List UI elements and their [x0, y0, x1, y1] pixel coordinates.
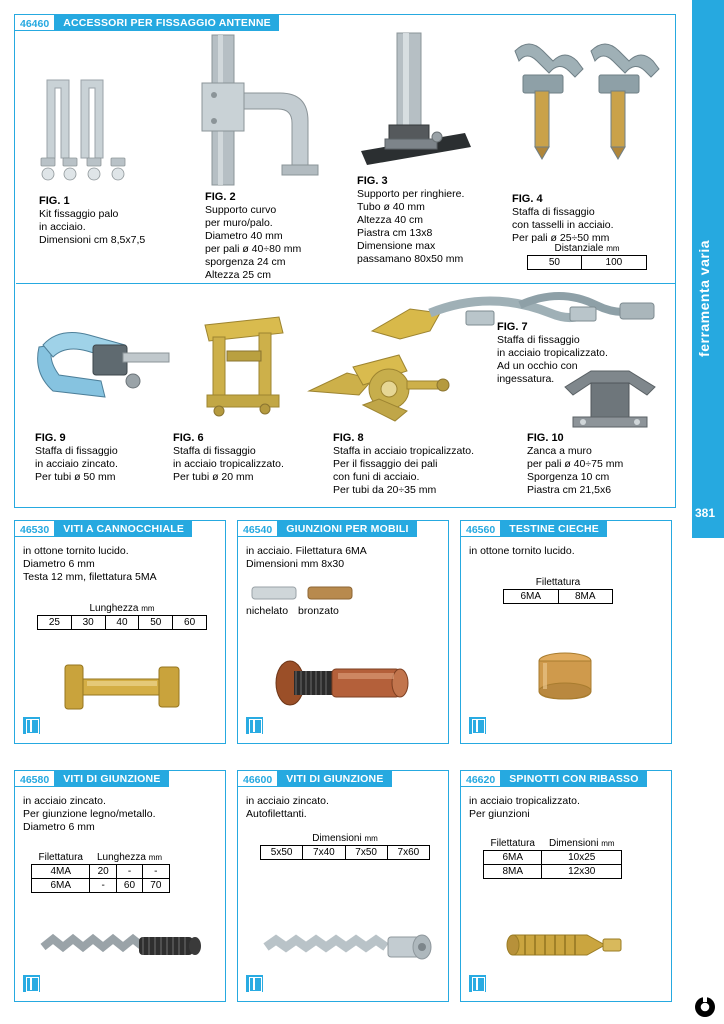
- fig8-image: [303, 345, 463, 435]
- fig2-label: FIG. 2: [205, 191, 236, 203]
- cell-1: 30: [71, 616, 105, 630]
- fig7-line-0: Staffa di fissaggio: [497, 334, 580, 346]
- product-image-46600: [262, 919, 442, 975]
- table-caption-text: Dimensioni: [312, 833, 362, 844]
- fig2-line-0: Supporto curvo: [205, 204, 277, 216]
- desc-line-0: in ottone tornito lucido.: [469, 545, 575, 557]
- blue-chip-46620: [469, 975, 486, 997]
- finish-label-1: bronzato: [298, 605, 339, 617]
- section-46560-code: 46560: [460, 520, 501, 537]
- table-grid: [260, 846, 430, 860]
- desc-line-0: in acciaio tropicalizzato.: [469, 795, 580, 807]
- package-icon: [246, 717, 263, 734]
- r0c0: 6MA: [484, 851, 542, 865]
- fig9-line-2: Per tubi ø 50 mm: [35, 471, 116, 483]
- section-46560-table: [503, 577, 613, 604]
- table-header-row: [32, 851, 170, 865]
- head-0: Filettatura: [484, 837, 542, 851]
- fig6-line-0: Staffa di fissaggio: [173, 445, 256, 457]
- r1c2: 60: [116, 879, 142, 893]
- desc-line-0: in ottone tornito lucido.: [23, 545, 129, 557]
- section-46580: [14, 770, 226, 1002]
- head-1-unit: mm: [601, 839, 615, 848]
- fig4-table: [527, 243, 647, 270]
- fig10-image: [555, 365, 665, 440]
- fig2-line-3: per pali ø 40÷80 mm: [205, 243, 302, 255]
- fig4-table-caption: [527, 243, 647, 256]
- table-row: [261, 846, 430, 860]
- cell-0: 5x50: [261, 846, 303, 860]
- fig4-line-1: con tasselli in acciaio.: [512, 219, 614, 231]
- fig1-line-0: Kit fissaggio palo: [39, 208, 119, 220]
- product-image-46560: [529, 647, 619, 713]
- fig8-line-3: Per tubi da 20÷35 mm: [333, 484, 437, 496]
- section-46620-table: [483, 837, 622, 879]
- fig3-line-1: Tubo ø 40 mm: [357, 201, 425, 213]
- section-46530-code: 46530: [14, 520, 55, 537]
- section-divider: [16, 283, 676, 284]
- section-46580-header: [14, 770, 169, 787]
- section-46530-table: [37, 603, 207, 630]
- r0c3: -: [143, 865, 169, 879]
- fig7-line-3: ingessatura.: [497, 373, 555, 385]
- fig3-image: [345, 33, 485, 173]
- table-row: [32, 865, 170, 879]
- package-icon: [23, 717, 40, 734]
- fig6-image: [187, 307, 297, 422]
- product-image-46530: [55, 657, 195, 717]
- section-46460-title: ACCESSORI PER FISSAGGIO ANTENNE: [55, 14, 279, 31]
- table-row: [484, 851, 622, 865]
- section-46540-desc: [246, 545, 446, 571]
- section-46460-header: [14, 14, 279, 31]
- product-image-46620: [507, 921, 637, 973]
- desc-line-1: Dimensioni mm 8x30: [246, 558, 345, 570]
- fig10-line-0: Zanca a muro: [527, 445, 592, 457]
- fig4-line-0: Staffa di fissaggio: [512, 206, 595, 218]
- cell-1: 8MA: [558, 590, 613, 604]
- head-1-text: Lunghezza: [96, 852, 146, 863]
- section-46460: [14, 14, 676, 508]
- r1c0: 6MA: [32, 879, 90, 893]
- section-46620-title: SPINOTTI CON RIBASSO: [501, 770, 646, 787]
- fig1-line-1: in acciaio.: [39, 221, 86, 233]
- fig8-label: FIG. 8: [333, 432, 364, 444]
- cell-3: 7x60: [387, 846, 429, 860]
- table-caption-text: Filettatura: [535, 577, 581, 588]
- head-1: [90, 851, 169, 865]
- section-46560: [460, 520, 672, 744]
- fig10-text: [527, 432, 687, 497]
- finish-label-0: nichelato: [246, 605, 289, 617]
- section-46580-desc: [23, 795, 223, 834]
- table-grid: [37, 616, 207, 630]
- fig6-text: [173, 432, 328, 484]
- table-caption: [37, 603, 207, 616]
- section-46560-desc: [469, 545, 669, 558]
- head-0: Filettatura: [32, 851, 90, 865]
- fig8-line-2: con funi di acciaio.: [333, 471, 420, 483]
- blue-chip-46600: [246, 975, 263, 997]
- section-46530: [14, 520, 226, 744]
- head-1-text: Dimensioni: [548, 838, 599, 849]
- section-46580-table: [31, 851, 170, 893]
- section-46620-header: [460, 770, 647, 787]
- fig1-text: [39, 195, 199, 247]
- desc-line-0: in acciaio zincato.: [246, 795, 329, 807]
- fig9-line-1: in acciaio zincato.: [35, 458, 118, 470]
- desc-line-2: Diametro 6 mm: [23, 821, 95, 833]
- table-row: [528, 256, 647, 270]
- r1c3: 70: [143, 879, 169, 893]
- head-1-unit: mm: [148, 853, 163, 862]
- cell-0: 6MA: [504, 590, 559, 604]
- r1c1: -: [90, 879, 116, 893]
- r1c0: 8MA: [484, 865, 542, 879]
- section-46540-code: 46540: [237, 520, 278, 537]
- cell-2: 7x50: [345, 846, 387, 860]
- package-icon: [469, 717, 486, 734]
- cell-0: 25: [38, 616, 72, 630]
- desc-line-0: in acciaio zincato.: [23, 795, 106, 807]
- r0c2: -: [116, 865, 142, 879]
- fig9-line-0: Staffa di fissaggio: [35, 445, 118, 457]
- section-46600-table: [260, 833, 430, 860]
- fig1-line-2: Dimensioni cm 8,5x7,5: [39, 234, 146, 246]
- product-image-46580: [39, 919, 209, 975]
- finish-swatches-46540: [252, 583, 372, 603]
- cell-3: 50: [139, 616, 173, 630]
- fig7-label: FIG. 7: [497, 321, 528, 333]
- section-46530-desc: [23, 545, 223, 584]
- fig2-text: [205, 191, 365, 282]
- table-row: [38, 616, 207, 630]
- product-image-46540: [268, 649, 428, 717]
- section-46530-header: [14, 520, 192, 537]
- fig4-table-caption-unit: mm: [606, 244, 620, 253]
- section-46580-title: VITI DI GIUNZIONE: [55, 770, 168, 787]
- table-row: [484, 865, 622, 879]
- fig2-line-5: Altezza 25 cm: [205, 269, 271, 281]
- r1c1: 12x30: [542, 865, 622, 879]
- cell-2: 40: [105, 616, 139, 630]
- r0c1: 10x25: [542, 851, 622, 865]
- fig8-text: [333, 432, 523, 497]
- section-46620-desc: [469, 795, 669, 821]
- section-46620: [460, 770, 672, 1002]
- section-46560-header: [460, 520, 607, 537]
- fig4-image: [503, 33, 668, 178]
- fig4-val-1: 100: [581, 256, 646, 270]
- fig3-line-0: Supporto per ringhiere.: [357, 188, 465, 200]
- table-header-row: [484, 837, 622, 851]
- section-46540-header: [237, 520, 417, 537]
- fig9-image: [29, 311, 174, 421]
- side-tab-label: ferramenta varia: [696, 240, 712, 357]
- blue-chip-46540: [246, 717, 263, 739]
- section-46530-title: VITI A CANNOCCHIALE: [55, 520, 192, 537]
- fig3-line-2: Altezza 40 cm: [357, 214, 423, 226]
- fig9-text: [35, 432, 185, 484]
- fig3-label: FIG. 3: [357, 175, 388, 187]
- fig2-line-4: sporgenza 24 cm: [205, 256, 286, 268]
- section-46560-title: TESTINE CIECHE: [501, 520, 607, 537]
- table-caption: [503, 577, 613, 590]
- fig8-line-0: Staffa in acciaio tropicalizzato.: [333, 445, 475, 457]
- desc-line-1: Per giunzioni: [469, 808, 530, 820]
- desc-line-1: Autofilettanti.: [246, 808, 307, 820]
- section-46540: [237, 520, 449, 744]
- blue-chip-46560: [469, 717, 486, 739]
- section-46600-code: 46600: [237, 770, 278, 787]
- section-46600-title: VITI DI GIUNZIONE: [278, 770, 391, 787]
- table-grid: [503, 590, 613, 604]
- table-row: [504, 590, 613, 604]
- fig10-line-3: Piastra cm 21,5x6: [527, 484, 612, 496]
- table-caption-text: Lunghezza: [89, 603, 139, 614]
- fig3-line-3: Piastra cm 13x8: [357, 227, 433, 239]
- desc-line-1: Per giunzione legno/metallo.: [23, 808, 156, 820]
- fig7-line-2: Ad un occhio con: [497, 360, 578, 372]
- fig7-line-1: in acciaio tropicalizzato.: [497, 347, 608, 359]
- section-46600-header: [237, 770, 392, 787]
- section-46620-code: 46620: [460, 770, 501, 787]
- blue-chip-46530: [23, 717, 40, 739]
- cell-1: 7x40: [303, 846, 345, 860]
- fig1-label: FIG. 1: [39, 195, 70, 207]
- publisher-logo-icon: [694, 996, 716, 1018]
- package-icon: [469, 975, 486, 992]
- package-icon: [23, 975, 40, 992]
- head-1: [542, 837, 622, 851]
- section-46460-code: 46460: [14, 14, 55, 31]
- fig3-line-4: Dimensione max: [357, 240, 436, 252]
- fig1-image: [25, 70, 185, 185]
- fig2-image: [190, 35, 340, 185]
- desc-line-2: Testa 12 mm, filettatura 5MA: [23, 571, 157, 583]
- cell-4: 60: [173, 616, 207, 630]
- fig6-line-2: Per tubi ø 20 mm: [173, 471, 254, 483]
- fig10-label: FIG. 10: [527, 432, 564, 444]
- fig2-line-1: per muro/palo.: [205, 217, 273, 229]
- table-caption-unit: mm: [364, 834, 378, 843]
- fig6-line-1: in acciaio tropicalizzato.: [173, 458, 284, 470]
- fig3-line-5: passamano 80x50 mm: [357, 253, 464, 265]
- package-icon: [246, 975, 263, 992]
- blue-chip-46580: [23, 975, 40, 997]
- fig6-label: FIG. 6: [173, 432, 204, 444]
- desc-line-0: in acciaio. Filettatura 6MA: [246, 545, 367, 557]
- fig2-line-2: Diametro 40 mm: [205, 230, 283, 242]
- table-caption-unit: mm: [141, 604, 155, 613]
- fig4-val-0: 50: [528, 256, 582, 270]
- fig3-text: [357, 175, 522, 266]
- fig10-line-2: Sporgenza 10 cm: [527, 471, 610, 483]
- page-number: 381: [695, 506, 716, 520]
- fig4-table-grid: [527, 256, 647, 270]
- table-caption: [260, 833, 430, 846]
- section-46600: [237, 770, 449, 1002]
- section-46580-code: 46580: [14, 770, 55, 787]
- table-row: [32, 879, 170, 893]
- r0c1: 20: [90, 865, 116, 879]
- section-46600-desc: [246, 795, 446, 821]
- fig9-label: FIG. 9: [35, 432, 66, 444]
- side-tab: [686, 0, 724, 1024]
- fig4-text: [512, 193, 672, 245]
- desc-line-1: Diametro 6 mm: [23, 558, 95, 570]
- fig4-table-caption-text: Distanziale: [554, 243, 604, 254]
- finish-labels-46540: [246, 605, 446, 618]
- r0c0: 4MA: [32, 865, 90, 879]
- fig4-line-2: Per pali ø 25÷50 mm: [512, 232, 610, 244]
- fig4-label: FIG. 4: [512, 193, 543, 205]
- fig8-line-1: Per il fissaggio dei pali: [333, 458, 438, 470]
- section-46540-title: GIUNZIONI PER MOBILI: [278, 520, 416, 537]
- fig10-line-1: per pali ø 40÷75 mm: [527, 458, 624, 470]
